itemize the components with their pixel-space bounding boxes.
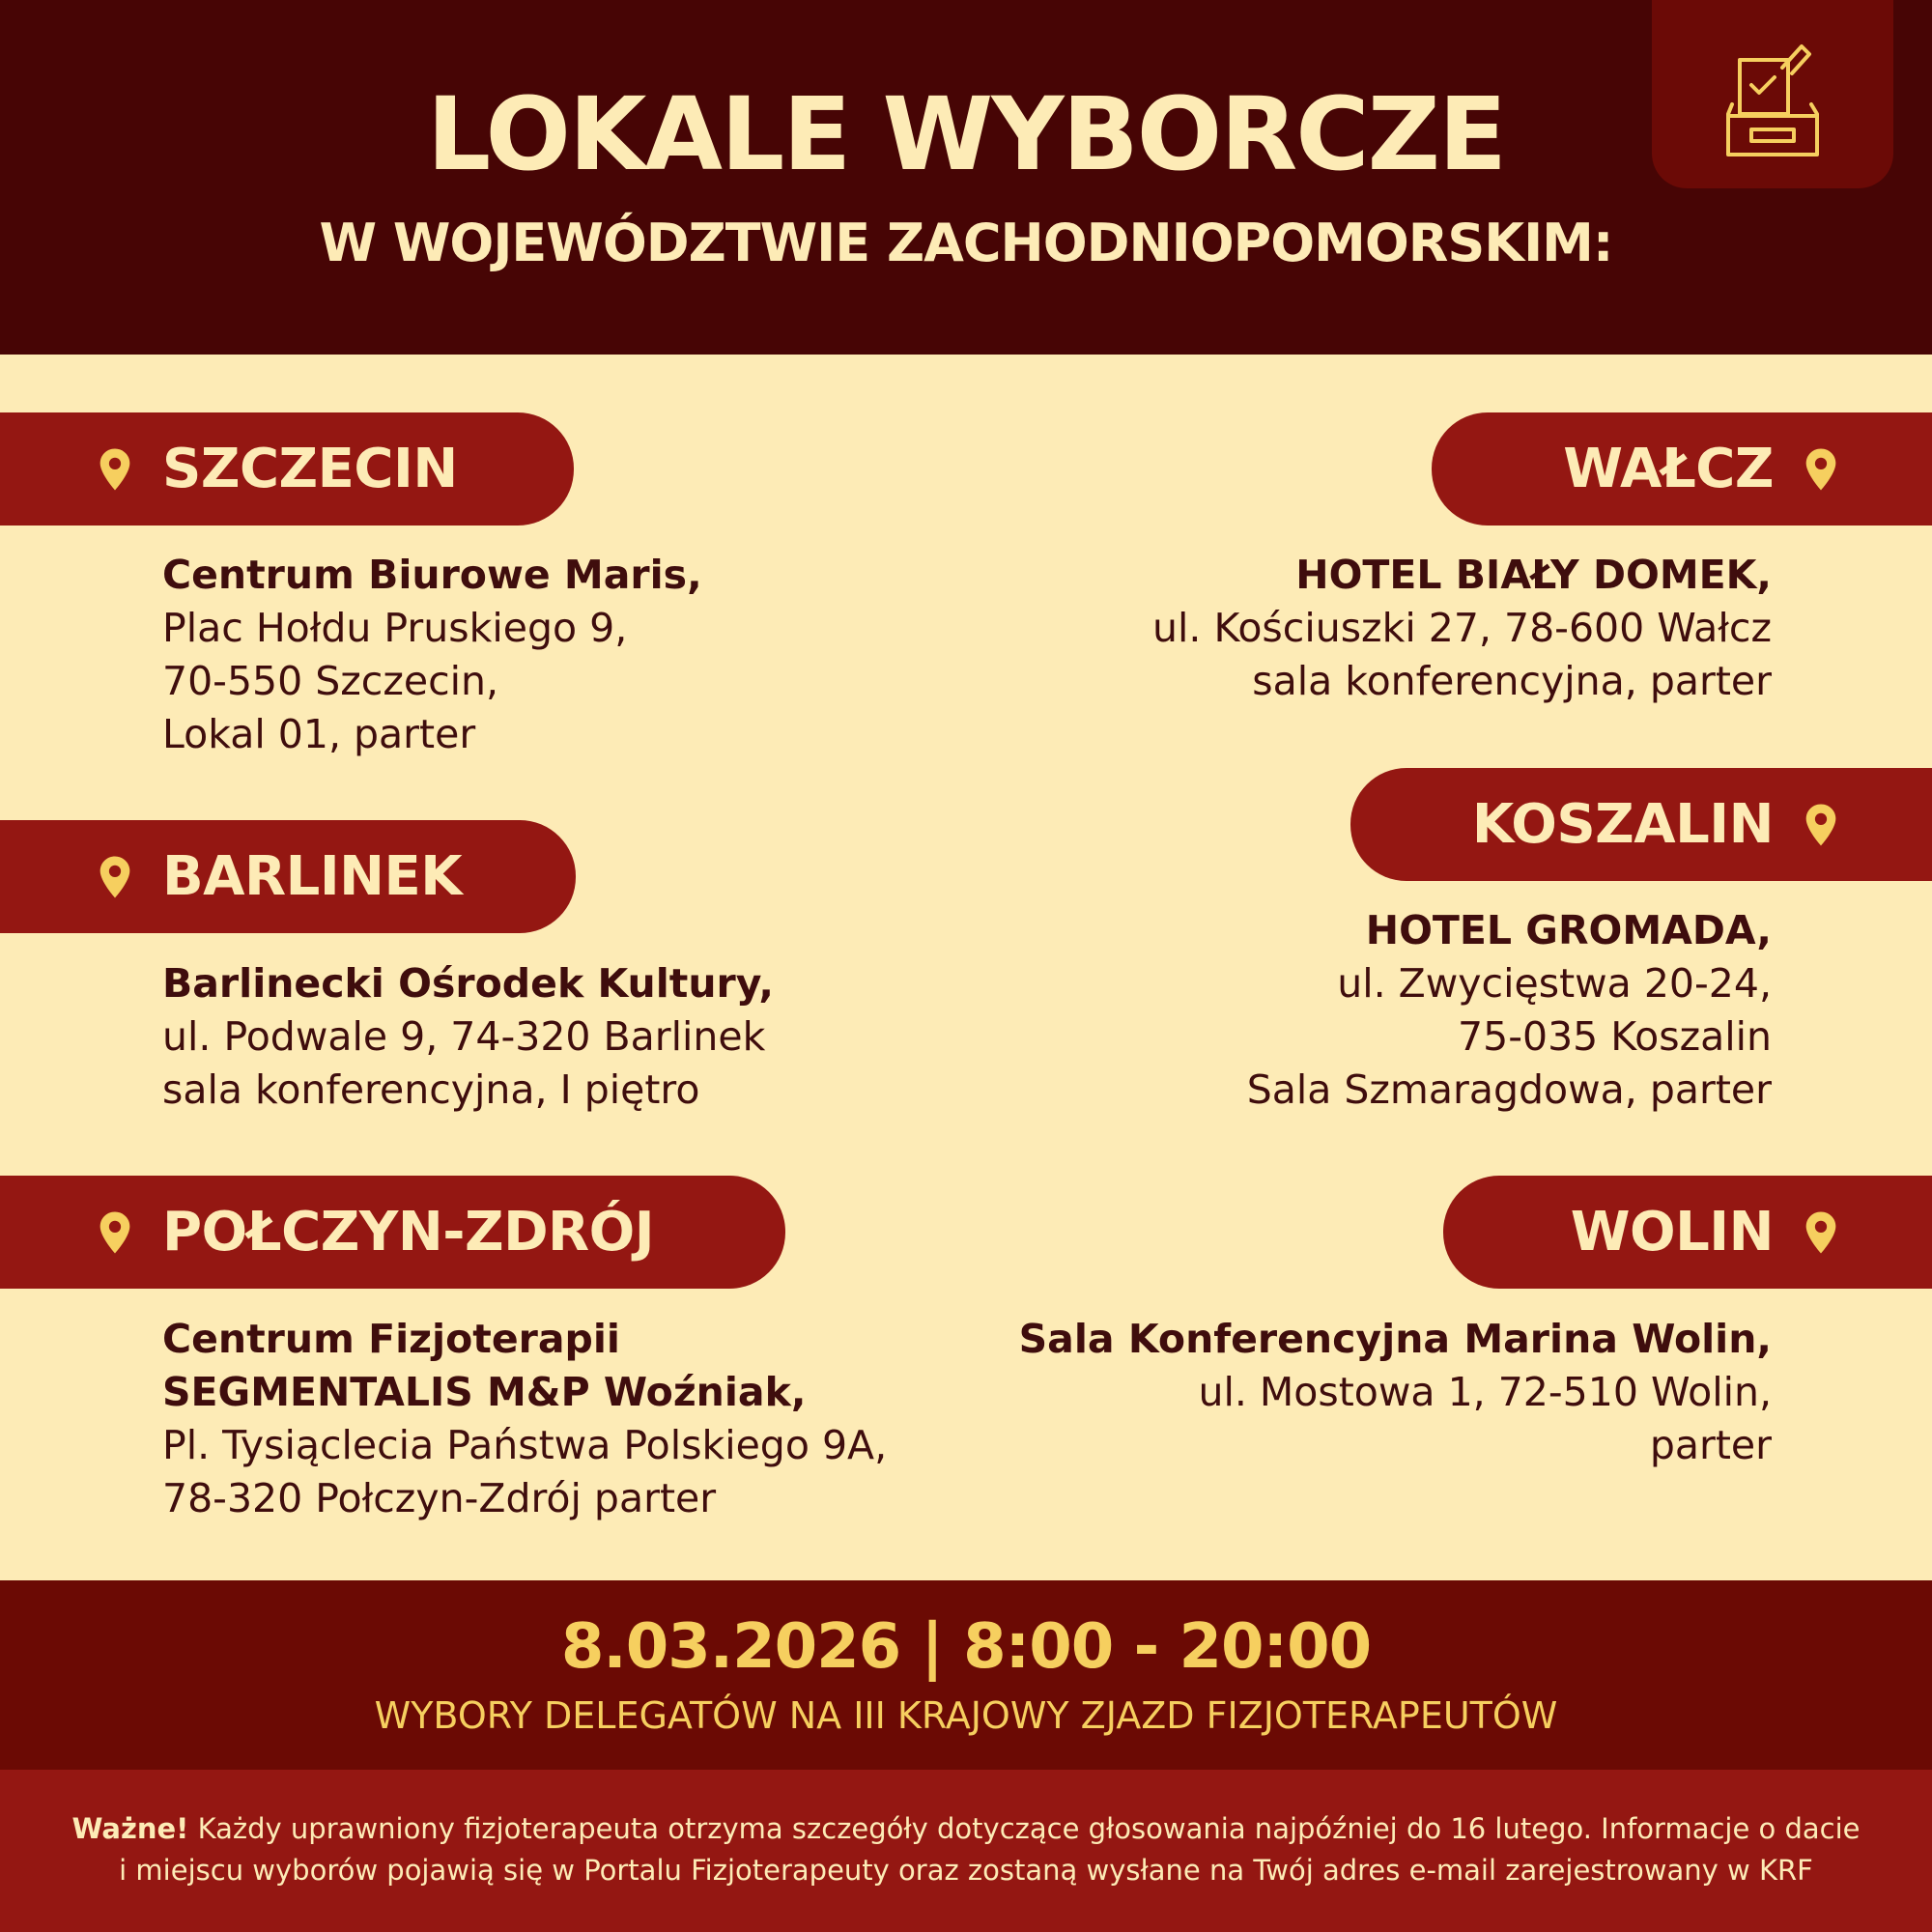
election-description: WYBORY DELEGATÓW NA III KRAJOWY ZJAZD FIZJOTERAPEUTÓW [374,1694,1558,1737]
address-walcz [1152,549,1772,708]
address-line: Lokal 01, parter [162,711,476,757]
map-pin-icon [1803,803,1839,847]
city-name: KOSZALIN [1471,793,1774,856]
city-tab-barlinek [0,820,576,933]
note-label: Ważne! [71,1812,189,1845]
address-line: Plac Hołdu Pruskiego 9, [162,605,628,651]
venue-name: Sala Konferencyjna Marina Wolin, [1018,1316,1772,1362]
address-line: ul. Zwycięstwa 20-24, [1337,960,1772,1007]
address-line: ul. Podwale 9, 74-320 Barlinek [162,1013,766,1060]
venue-name: Centrum Fizjoterapii [162,1316,620,1362]
address-wolin [1019,1313,1772,1472]
page-subtitle: W WOJEWÓDZTWIE ZACHODNIOPOMORSKIM: [319,213,1613,273]
city-name: BARLINEK [162,845,463,908]
city-name: WOLIN [1570,1201,1774,1264]
address-line: ul. Kościuszki 27, 78-600 Wałcz [1152,605,1772,651]
ballot-box-icon [1724,39,1821,156]
map-pin-icon [97,1210,133,1255]
ballot-badge [1652,0,1893,188]
address-line: Pl. Tysiąclecia Państwa Polskiego 9A, [162,1422,888,1468]
address-line: Sala Szmaragdowa, parter [1246,1066,1772,1113]
address-koszalin [1247,904,1772,1117]
map-pin-icon [97,447,133,492]
venue-name: HOTEL GROMADA, [1365,907,1772,953]
city-tab-polczyn-zdroj [0,1176,785,1289]
venue-name: Barlinecki Ośrodek Kultury, [162,960,774,1007]
map-pin-icon [1803,447,1839,492]
city-tab-szczecin [0,412,574,526]
address-line: 78-320 Połczyn-Zdrój parter [162,1475,717,1521]
city-tab-walcz [1432,412,1932,526]
city-name: SZCZECIN [162,438,458,500]
note-text: i miejscu wyborów pojawią się w Portalu Fizjoterapeuty oraz zostaną wysłane na Twój adres e-mail zarejestrowany w KRF [119,1854,1813,1887]
page-title: LOKALE WYBORCZE [426,75,1506,193]
map-pin-icon [1803,1210,1839,1255]
note-text: Każdy uprawniony fizjoterapeuta otrzyma szczegóły dotyczące głosowania najpóźniej do 16 lutego. Informacje o dacie [188,1812,1861,1845]
election-datetime: 8.03.2026 | 8:00 - 20:00 [560,1611,1372,1683]
address-line: sala konferencyjna, parter [1252,658,1772,704]
city-name: WAŁCZ [1563,438,1774,500]
address-polczyn-zdroj [162,1313,887,1525]
address-line: parter [1649,1422,1772,1468]
venue-name: Centrum Biurowe Maris, [162,552,702,598]
address-line: sala konferencyjna, I piętro [162,1066,700,1113]
address-line: 75-035 Koszalin [1458,1013,1772,1060]
address-szczecin [162,549,702,761]
city-tab-koszalin [1350,768,1932,881]
address-line: ul. Mostowa 1, 72-510 Wolin, [1198,1369,1772,1415]
address-line: 70-550 Szczecin, [162,658,499,704]
venue-name: SEGMENTALIS M&P Woźniak, [162,1369,807,1415]
address-barlinek [162,957,774,1117]
city-tab-wolin [1443,1176,1932,1289]
venue-name: HOTEL BIAŁY DOMEK, [1295,552,1772,598]
map-pin-icon [97,855,133,899]
important-note [39,1808,1893,1891]
city-name: POŁCZYN-ZDRÓJ [162,1201,655,1264]
